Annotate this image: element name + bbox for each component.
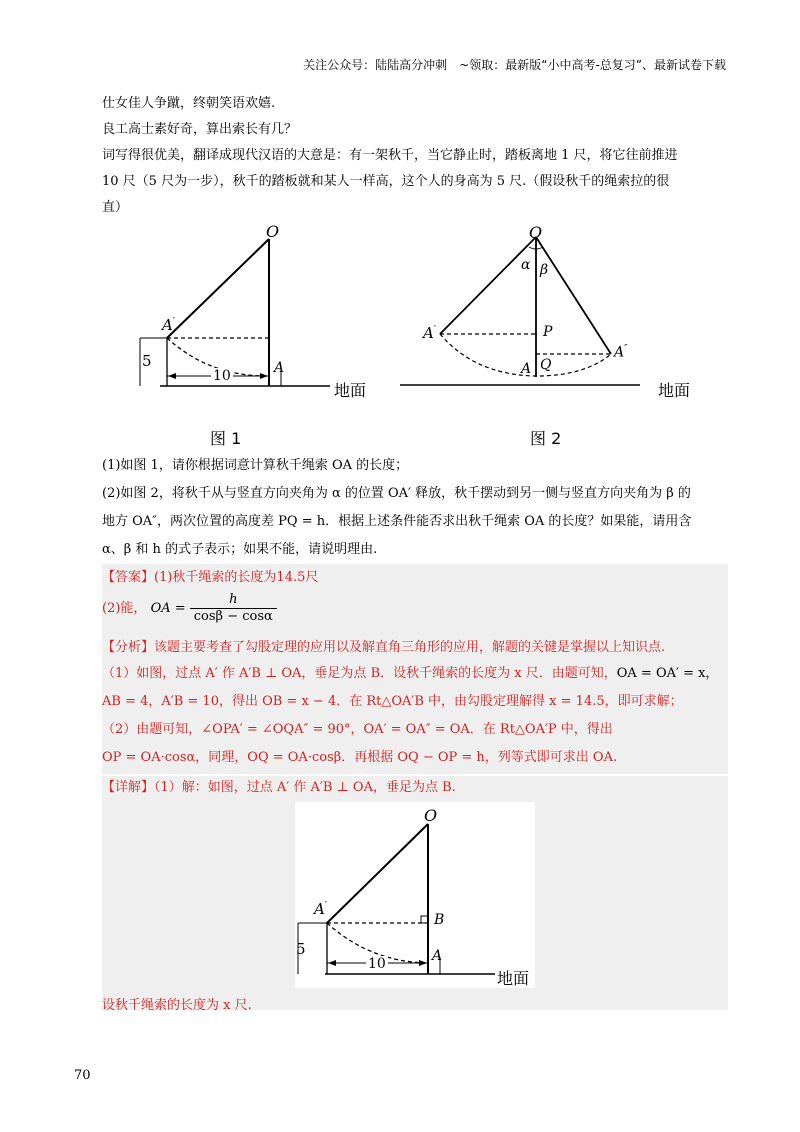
detail-fig-ground-label: 地面 [497, 969, 530, 988]
analysis-line-3: AB = 4，A′B = 10，得出 OB = x − 4．在 Rt△OA′B 中，由勾股定理解得 x = 14.5，即可求解； [102, 694, 683, 709]
poem-line-1: 仕女佳人争蹴，终朝笑语欢嬉. [102, 96, 276, 111]
answer-line-2 [102, 592, 277, 625]
detail-fig-label-A: A [432, 948, 443, 964]
detail-line-1: 【详解】（1）解：如图，过点 A′ 作 A′B ⊥ OA，垂足为点 B. [102, 780, 456, 795]
question-1: (1)如图 1，请你根据词意计算秋千绳索 OA 的长度； [102, 458, 409, 473]
page-number: 70 [74, 1068, 91, 1083]
detail-fig-label-distance: 10 [368, 956, 386, 972]
detail-figure [295, 802, 535, 988]
answer-part-1: (1)秋千绳索的长度为14.5尺 [154, 570, 319, 585]
analysis-line-4: （2）由题可知，∠OPA′ = ∠OQA″ = 90°，OA′ = OA″ = OA．在 Rt△OA′P 中，得出 [102, 722, 613, 737]
fig2-label-alpha: α [521, 257, 531, 273]
fig2-ground-label: 地面 [658, 381, 691, 400]
detail-fig-label-height: 5 [296, 940, 306, 958]
answer-line-1 [102, 568, 318, 588]
question-2-line-2: 地方 OA″，两次位置的高度差 PQ = h．根据上述条件能否求出秋千绳索 OA 的长度？如果能，请用含 [102, 514, 692, 529]
fig2-label-A1: A′ [423, 324, 436, 342]
fig2-label-Q: Q [540, 357, 552, 373]
analysis-line-5: OP = OA·cosα，同理，OQ = OA·cosβ．再根据 OQ − OP = h，列等式即可求出 OA. [102, 750, 618, 765]
answer-formula-numerator: h [190, 592, 277, 609]
fig2-label-beta: β [540, 262, 549, 278]
detail-line-2: 设秋千绳索的长度为 x 尺. [102, 998, 252, 1013]
question-2-line-1: (2)如图 2，将秋千从与竖直方向夹角为 α 的位置 OA′ 释放，秋千摆动到另一侧与竖直方向夹角为 β 的 [102, 486, 691, 501]
intro-line-2: 10 尺（5 尺为一步），秋千的踏板就和某人一样高，这个人的身高为 5 尺.（假设秋千的绳索拉的很 [102, 174, 670, 189]
analysis-line-1: 【分析】该题主要考查了勾股定理的应用以及解直角三角形的应用，解题的关键是掌握以上知识点. [102, 640, 666, 655]
question-2-line-3: α、β 和 h 的式子表示；如果不能，请说明理由. [102, 542, 378, 557]
fig1-label-height: 5 [142, 352, 152, 370]
intro-line-1: 词写得很优美，翻译成现代汉语的大意是：有一架秋千，当它静止时，踏板离地 1 尺，将它往前推进 [102, 148, 678, 163]
answer-formula-fraction [190, 592, 277, 625]
fig1-ground-label: 地面 [334, 381, 367, 400]
answer-tag: 【答案】 [102, 570, 155, 585]
fig1-label-A: A [274, 360, 285, 376]
analysis-tag: 【分析】 [102, 640, 155, 655]
intro-line-3: 直） [102, 200, 129, 215]
fig2-caption: 图 2 [530, 429, 562, 448]
detail-fig-label-B: B [434, 912, 445, 928]
answer-part-2-prefix: (2)能， [102, 601, 147, 616]
fig2-label-A: A [521, 361, 532, 377]
detail-fig-label-O: O [424, 806, 438, 825]
fig1-label-O: O [266, 222, 280, 241]
fig2-label-O: O [529, 223, 543, 242]
page-header: 关注公众号：陆陆高分冲刺 ~领取：最新版“小中高考-总复习”、最新试卷下载 [303, 58, 726, 72]
poem-line-2: 良工高士素好奇，算出索长有几？ [102, 122, 298, 137]
fig2-label-P: P [543, 324, 553, 340]
fig1-label-A1: A′ [162, 316, 175, 334]
fig2-label-A2: A″ [614, 344, 628, 361]
analysis-line-2: （1）如图，过点 A′ 作 A′B ⊥ OA，垂足为点 B．设秋千绳索的长度为 x 尺．由题可知，OA = OA′ = x， [102, 666, 719, 681]
detail-fig-label-A1: A′ [314, 900, 327, 918]
fig1-label-distance: 10 [213, 368, 231, 384]
answer-formula-lhs: OA = [150, 601, 186, 616]
answer-formula-denominator: cosβ − cosα [193, 609, 273, 624]
detail-tag: 【详解】 [102, 780, 155, 795]
fig1-caption: 图 1 [210, 429, 242, 448]
